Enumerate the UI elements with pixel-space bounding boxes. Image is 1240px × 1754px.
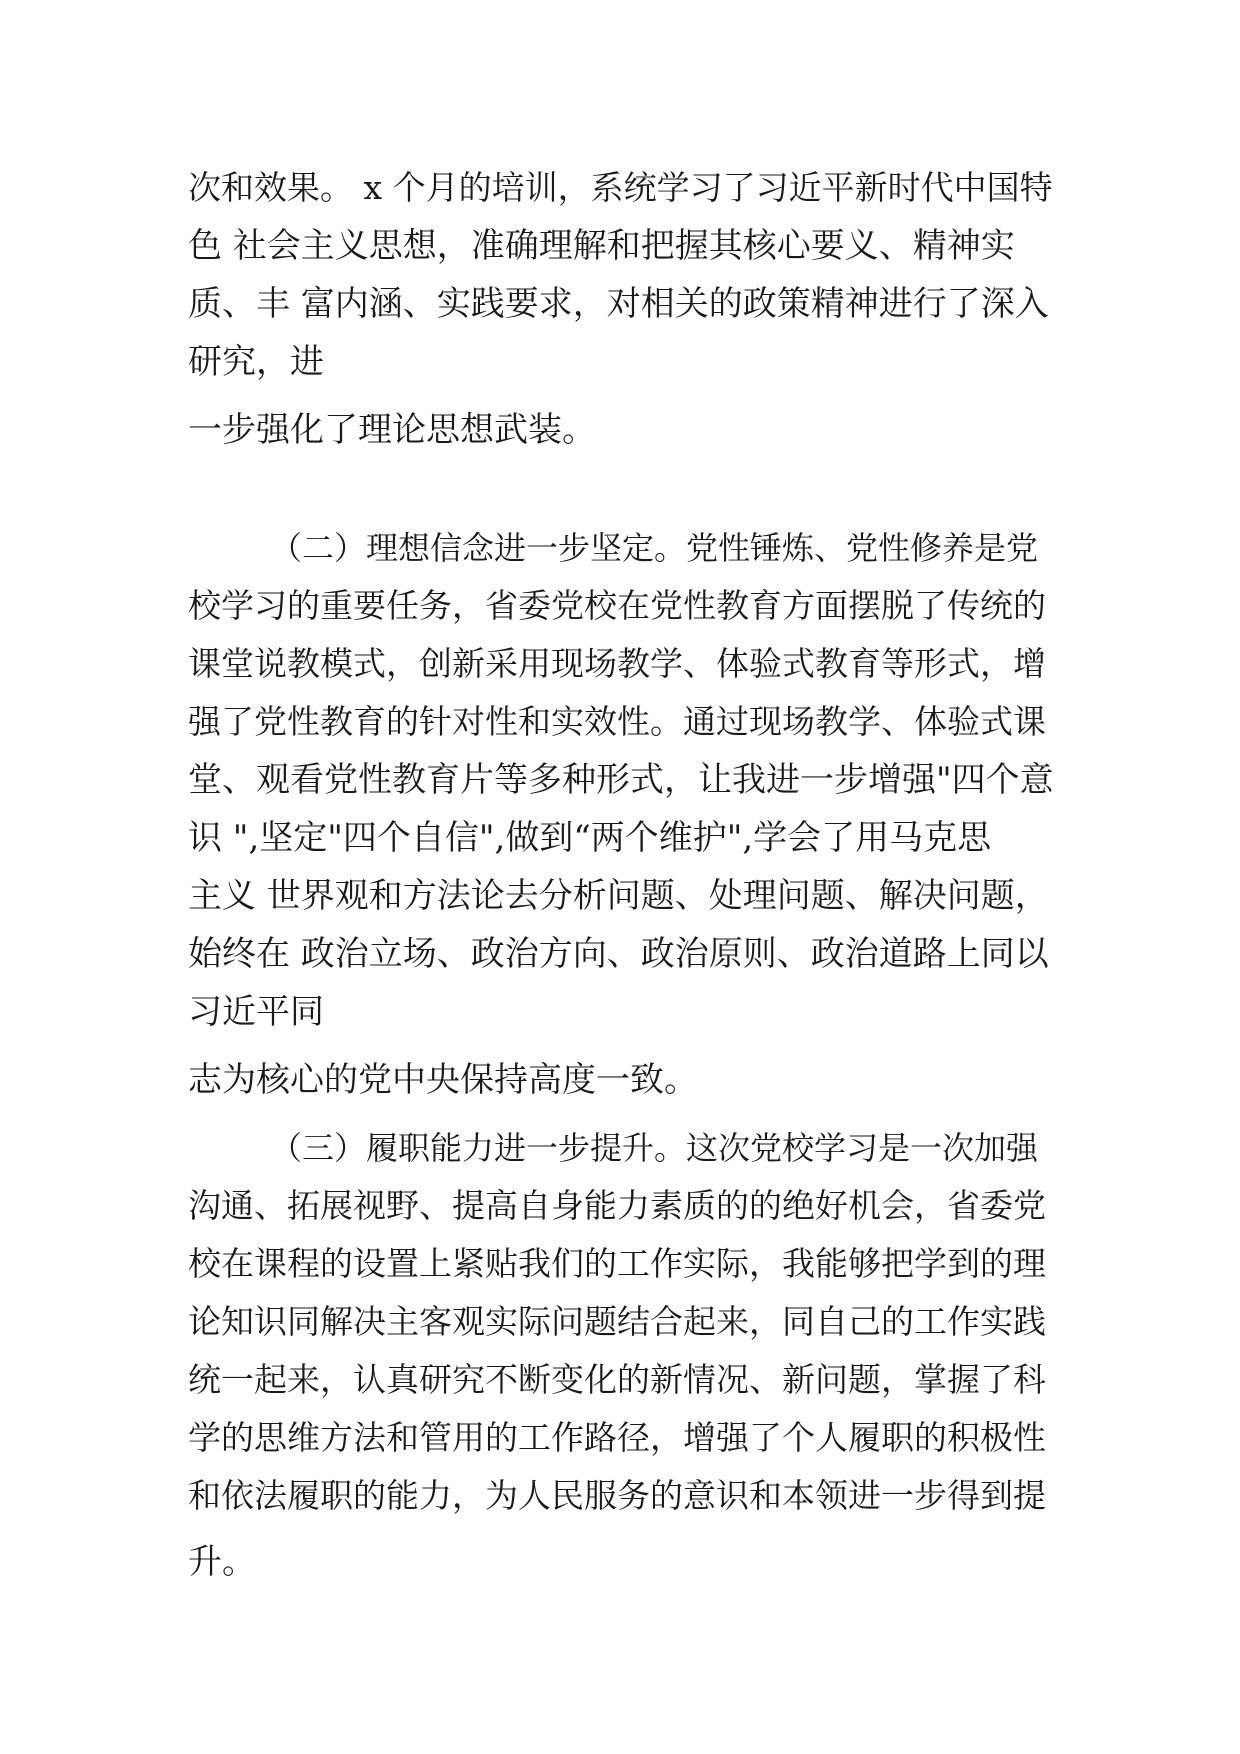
text-line: 强了党性教育的针对性和实效性。通过现场教学、体验式课 (188, 702, 1046, 741)
text-line: 论知识同解决主客观实际问题结合起来，同自己的工作实践 (188, 1302, 1046, 1341)
text-line: 始终在 政治立场、政治方向、政治原则、政治道路上同以 (188, 934, 1049, 974)
text-line: 质、丰 富内涵、实践要求，对相关的政策精神进行了深入 (188, 284, 1049, 324)
text-line: 校在课程的设置上紧贴我们的工作实际，我能够把学到的理 (188, 1244, 1046, 1283)
text-line: （二）理想信念进一步坚定。党性锤炼、党性修养是党 (270, 529, 1039, 567)
text-line: （三）履职能力进一步提升。这次党校学习是一次加强 (270, 1129, 1039, 1167)
text-line: 堂、观看党性教育片等多种形式，让我进一步增强"四个意 (188, 760, 1054, 800)
text-line: 升。 (188, 1542, 256, 1582)
text-line: 一步强化了理论思想武装。 (188, 410, 596, 450)
text-line: 课堂说教模式，创新采用现场教学、体验式教育等形式，增 (188, 644, 1046, 683)
text-line: 和依法履职的能力，为人民服务的意识和本领进一步得到提 (188, 1476, 1046, 1515)
text-line: 学的思维方法和管用的工作路径，增强了个人履职的积极性 (188, 1418, 1046, 1457)
text-line: 研究，进 (188, 342, 324, 382)
text-line: 次和效果。 x 个月的培训，系统学习了习近平新时代中国特 (188, 168, 1053, 207)
text-line: 主义 世界观和方法论去分析问题、处理问题、解决问题， (188, 876, 1049, 916)
text-line: 沟通、拓展视野、提高自身能力素质的的绝好机会，省委党 (188, 1186, 1046, 1225)
text-line: 校学习的重要任务，省委党校在党性教育方面摆脱了传统的 (188, 586, 1046, 625)
text-line: 识 ",坚定"四个自信",做到“两个维护",学会了用马克思 (188, 818, 992, 858)
text-line: 统一起来，认真研究不断变化的新情况、新问题，掌握了科 (188, 1360, 1046, 1399)
text-line: 志为核心的党中央保持高度一致。 (188, 1060, 698, 1100)
text-line: 习近平同 (188, 992, 324, 1032)
text-line: 色 社会主义思想，准确理解和把握其核心要义、精神实 (188, 226, 1015, 266)
